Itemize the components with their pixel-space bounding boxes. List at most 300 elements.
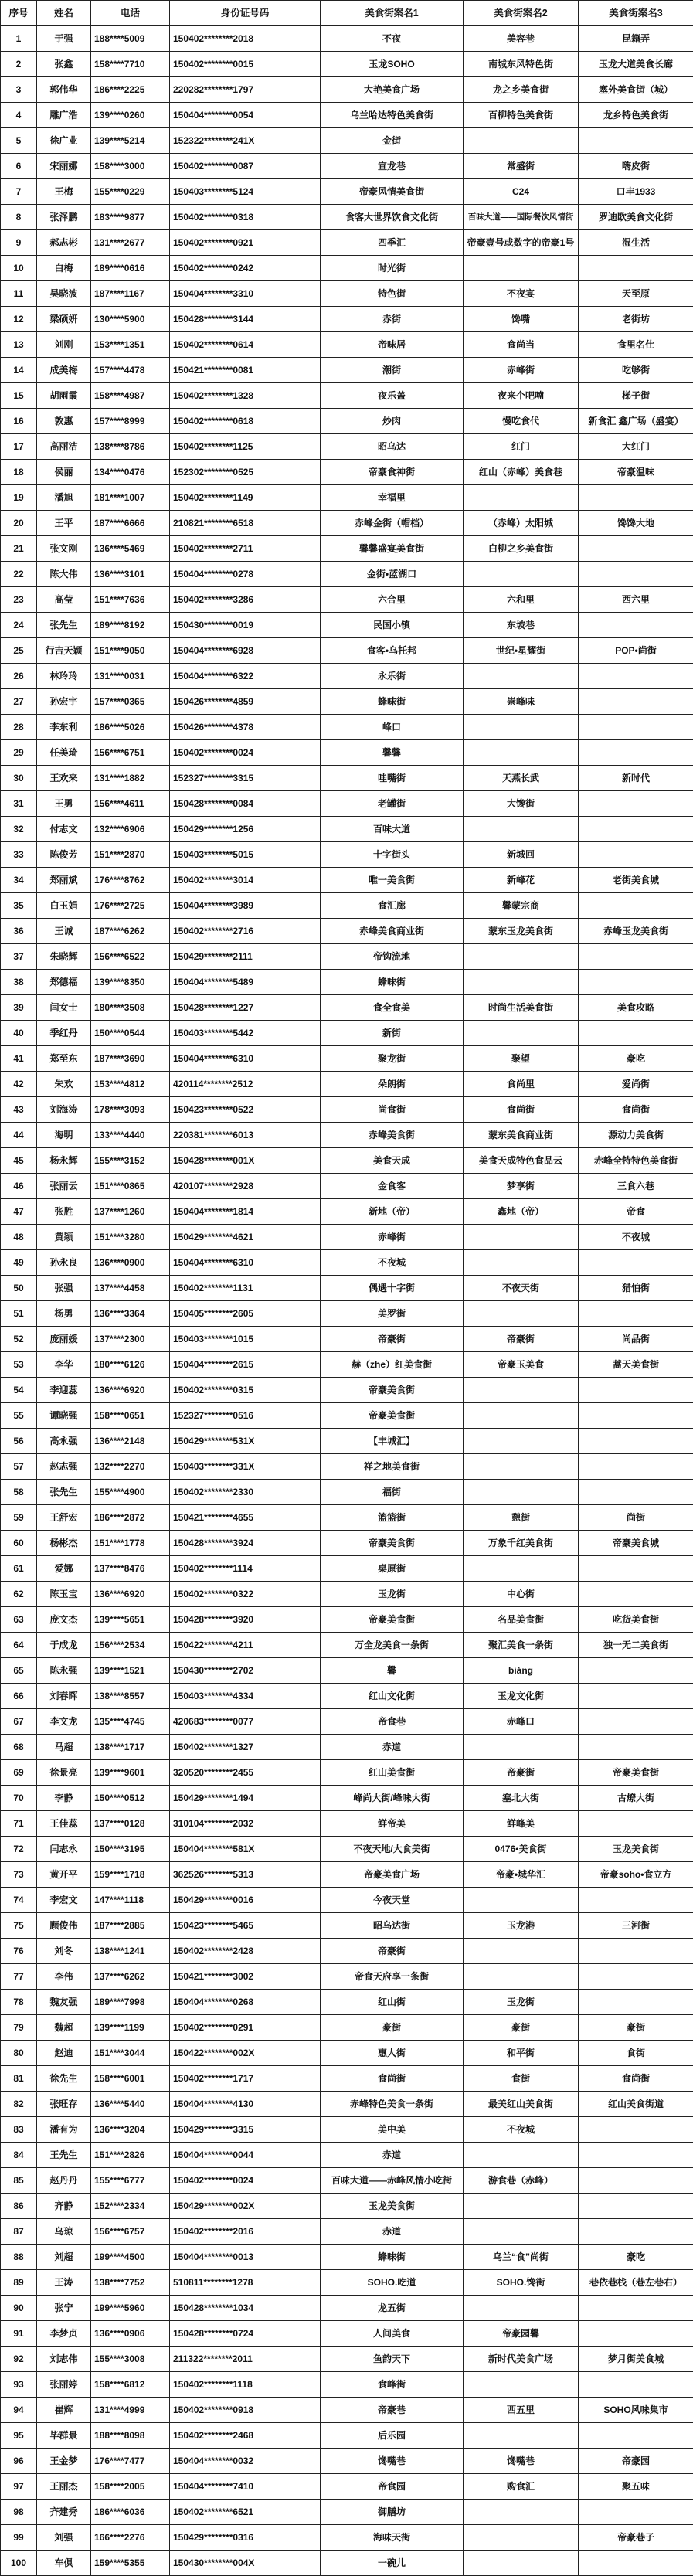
cell-venue-name-2: 崇峰味 — [464, 689, 579, 715]
cell-name: 魏超 — [37, 2015, 91, 2041]
cell-venue-name-3 — [579, 1964, 693, 1990]
cell-venue-name-2: 憩街 — [464, 1505, 579, 1531]
cell-venue-name-2 — [464, 1021, 579, 1046]
cell-phone: 136****0900 — [91, 1250, 170, 1276]
table-row — [1, 995, 693, 1021]
cell-name: 张先生 — [37, 613, 91, 638]
cell-index: 42 — [1, 1072, 37, 1097]
cell-name: 王先生 — [37, 2143, 91, 2168]
cell-phone: 187****6262 — [91, 919, 170, 944]
cell-venue-name-2 — [464, 1250, 579, 1276]
cell-venue-name-2: 鑫地（帝） — [464, 1199, 579, 1225]
table-row — [1, 740, 693, 766]
cell-index: 51 — [1, 1301, 37, 1327]
cell-venue-name-1: 帝味居 — [321, 332, 464, 358]
cell-name: 任美琦 — [37, 740, 91, 766]
cell-phone: 155****3008 — [91, 2347, 170, 2372]
cell-venue-name-3 — [579, 664, 693, 689]
cell-venue-name-2: 赤峰口 — [464, 1709, 579, 1735]
cell-venue-name-2: 美容巷 — [464, 26, 579, 52]
cell-venue-name-3 — [579, 2168, 693, 2194]
cell-venue-name-2 — [464, 715, 579, 740]
cell-venue-name-1: 乌兰哈达特色美食街 — [321, 103, 464, 128]
cell-phone: 158****6812 — [91, 2372, 170, 2398]
cell-venue-name-1: 赤峰美食商业街 — [321, 919, 464, 944]
table-row — [1, 1072, 693, 1097]
cell-venue-name-3 — [579, 2423, 693, 2449]
cell-name: 刘超 — [37, 2245, 91, 2270]
cell-venue-name-3: 帝豪园 — [579, 2449, 693, 2474]
cell-venue-name-1: 特色街 — [321, 281, 464, 307]
cell-id-number: 150426********4859 — [170, 689, 321, 715]
cell-id-number: 150402********2018 — [170, 26, 321, 52]
table-row — [1, 562, 693, 587]
cell-index: 90 — [1, 2296, 37, 2321]
cell-index: 63 — [1, 1607, 37, 1633]
table-row — [1, 2525, 693, 2551]
cell-id-number: 150404********1814 — [170, 1199, 321, 1225]
cell-name: 徐景亮 — [37, 1760, 91, 1786]
cell-name: 胡雨霞 — [37, 383, 91, 409]
cell-index: 66 — [1, 1684, 37, 1709]
cell-venue-name-2: 世纪•星耀街 — [464, 638, 579, 664]
cell-venue-name-2: 蒙东玉龙美食街 — [464, 919, 579, 944]
cell-index: 92 — [1, 2347, 37, 2372]
cell-index: 17 — [1, 434, 37, 460]
cell-index: 53 — [1, 1352, 37, 1378]
table-row — [1, 2321, 693, 2347]
cell-venue-name-3: 口丰1933 — [579, 179, 693, 205]
cell-phone: 137****2300 — [91, 1327, 170, 1352]
cell-name: 成美梅 — [37, 358, 91, 383]
cell-venue-name-3 — [579, 1888, 693, 1913]
cell-index: 18 — [1, 460, 37, 485]
cell-name: 张旺存 — [37, 2092, 91, 2117]
cell-id-number: 150402********1131 — [170, 1276, 321, 1301]
table-row — [1, 2092, 693, 2117]
cell-venue-name-1: 不夜 — [321, 26, 464, 52]
cell-venue-name-3 — [579, 562, 693, 587]
cell-venue-name-2: 豪街 — [464, 2015, 579, 2041]
cell-name: 张强 — [37, 1276, 91, 1301]
cell-venue-name-3 — [579, 1250, 693, 1276]
cell-index: 36 — [1, 919, 37, 944]
table-row — [1, 868, 693, 893]
cell-venue-name-2: 塞北大街 — [464, 1786, 579, 1811]
cell-venue-name-2: 时尚生活美食街 — [464, 995, 579, 1021]
table-row — [1, 1327, 693, 1352]
cell-phone: 159****5355 — [91, 2551, 170, 2576]
cell-venue-name-2: 不夜城 — [464, 2117, 579, 2143]
cell-index: 39 — [1, 995, 37, 1021]
cell-venue-name-3: 豪吃 — [579, 1046, 693, 1072]
table-row — [1, 1837, 693, 1862]
cell-id-number: 150403********331X — [170, 1454, 321, 1480]
cell-venue-name-3: 老街坊 — [579, 307, 693, 332]
cell-id-number: 150402********0618 — [170, 409, 321, 434]
cell-venue-name-3: 新时代 — [579, 766, 693, 791]
cell-name: 车俱 — [37, 2551, 91, 2576]
table-row — [1, 2372, 693, 2398]
cell-venue-name-2: 鲜峰美 — [464, 1811, 579, 1837]
cell-venue-name-1: 百味大道 — [321, 817, 464, 842]
cell-phone: 156****4611 — [91, 791, 170, 817]
cell-venue-name-2: 新城回 — [464, 842, 579, 868]
table-row — [1, 664, 693, 689]
cell-index: 43 — [1, 1097, 37, 1123]
table-row — [1, 1250, 693, 1276]
cell-venue-name-2: biáng — [464, 1658, 579, 1684]
cell-phone: 188****8098 — [91, 2423, 170, 2449]
cell-index: 35 — [1, 893, 37, 919]
cell-phone: 136****2148 — [91, 1429, 170, 1454]
cell-name: 爱娜 — [37, 1556, 91, 1582]
table-row — [1, 2423, 693, 2449]
table-row — [1, 1607, 693, 1633]
cell-name: 王丽杰 — [37, 2474, 91, 2500]
cell-venue-name-3: 吃货美食街 — [579, 1607, 693, 1633]
table-row — [1, 1760, 693, 1786]
cell-venue-name-3 — [579, 1990, 693, 2015]
cell-venue-name-2 — [464, 2551, 579, 2576]
cell-id-number: 150429********2111 — [170, 944, 321, 970]
cell-id-number: 150402********2428 — [170, 1939, 321, 1964]
cell-id-number: 150402********2016 — [170, 2219, 321, 2245]
cell-venue-name-1: 峰口 — [321, 715, 464, 740]
cell-venue-name-2 — [464, 2525, 579, 2551]
table-row — [1, 2474, 693, 2500]
table-row — [1, 536, 693, 562]
cell-phone: 139****9601 — [91, 1760, 170, 1786]
cell-venue-name-1: 蜂味街 — [321, 689, 464, 715]
cell-phone: 136****3364 — [91, 1301, 170, 1327]
table-row — [1, 1021, 693, 1046]
cell-index: 57 — [1, 1454, 37, 1480]
cell-venue-name-2 — [464, 1964, 579, 1990]
cell-name: 高永强 — [37, 1429, 91, 1454]
cell-id-number: 150421********0081 — [170, 358, 321, 383]
table-row — [1, 1174, 693, 1199]
cell-venue-name-2 — [464, 1301, 579, 1327]
cell-venue-name-2 — [464, 1225, 579, 1250]
cell-venue-name-1: 百味大道——赤峰风情小吃街 — [321, 2168, 464, 2194]
cell-venue-name-1: 赤峰特色美食一条街 — [321, 2092, 464, 2117]
cell-venue-name-3 — [579, 791, 693, 817]
cell-venue-name-3 — [579, 1301, 693, 1327]
cell-phone: 199****5960 — [91, 2296, 170, 2321]
cell-venue-name-3: 豪街 — [579, 2015, 693, 2041]
cell-index: 29 — [1, 740, 37, 766]
cell-index: 99 — [1, 2525, 37, 2551]
header-venue-name-1: 美食街案名1 — [321, 1, 464, 26]
table-row — [1, 1531, 693, 1556]
cell-phone: 136****6920 — [91, 1582, 170, 1607]
cell-venue-name-2: 玉龙港 — [464, 1913, 579, 1939]
cell-venue-name-1: 鱼韵天下 — [321, 2347, 464, 2372]
cell-index: 4 — [1, 103, 37, 128]
cell-index: 38 — [1, 970, 37, 995]
cell-id-number: 150404********3989 — [170, 893, 321, 919]
header-venue-name-2: 美食街案名2 — [464, 1, 579, 26]
cell-venue-name-1: 大艳美食广场 — [321, 77, 464, 103]
cell-venue-name-2: 蒙东美食商业街 — [464, 1123, 579, 1148]
cell-id-number: 362526********5313 — [170, 1862, 321, 1888]
cell-venue-name-1: 帝豪巷 — [321, 2398, 464, 2423]
cell-name: 张泽鹏 — [37, 205, 91, 230]
cell-venue-name-2: 龙之乡美食街 — [464, 77, 579, 103]
cell-id-number: 150402********1327 — [170, 1735, 321, 1760]
cell-id-number: 150402********0918 — [170, 2398, 321, 2423]
cell-id-number: 220282********1797 — [170, 77, 321, 103]
cell-venue-name-2 — [464, 1403, 579, 1429]
cell-venue-name-3: 玉龙美食街 — [579, 1837, 693, 1862]
table-row — [1, 944, 693, 970]
cell-phone: 186****2225 — [91, 77, 170, 103]
cell-venue-name-3 — [579, 715, 693, 740]
cell-id-number: 150403********4334 — [170, 1684, 321, 1709]
cell-venue-name-2: 馋嘴巷 — [464, 2449, 579, 2474]
cell-name: 张丽云 — [37, 1174, 91, 1199]
cell-venue-name-3: 龙乡特色美食街 — [579, 103, 693, 128]
cell-index: 46 — [1, 1174, 37, 1199]
cell-id-number: 150404********0278 — [170, 562, 321, 587]
cell-venue-name-2: 白柳之乡美食街 — [464, 536, 579, 562]
table-row — [1, 817, 693, 842]
table-row — [1, 179, 693, 205]
cell-venue-name-1: 帝食园 — [321, 2474, 464, 2500]
table-row — [1, 1913, 693, 1939]
table-row — [1, 409, 693, 434]
cell-id-number: 150402********1328 — [170, 383, 321, 409]
cell-venue-name-2: 馋嘴 — [464, 307, 579, 332]
cell-index: 96 — [1, 2449, 37, 2474]
cell-index: 24 — [1, 613, 37, 638]
cell-venue-name-1: 帝豪美食街 — [321, 1607, 464, 1633]
cell-venue-name-1: 食全食美 — [321, 995, 464, 1021]
cell-index: 31 — [1, 791, 37, 817]
cell-venue-name-2 — [464, 1378, 579, 1403]
table-row — [1, 613, 693, 638]
cell-venue-name-3 — [579, 2551, 693, 2576]
cell-venue-name-3: 赤峰玉龙美食街 — [579, 919, 693, 944]
table-row — [1, 1786, 693, 1811]
cell-venue-name-1: 夜乐盖 — [321, 383, 464, 409]
cell-index: 30 — [1, 766, 37, 791]
cell-name: 林玲玲 — [37, 664, 91, 689]
cell-index: 41 — [1, 1046, 37, 1072]
cell-venue-name-1: 美中美 — [321, 2117, 464, 2143]
cell-venue-name-2: 聚望 — [464, 1046, 579, 1072]
cell-index: 81 — [1, 2066, 37, 2092]
cell-venue-name-3: 西六里 — [579, 587, 693, 613]
cell-venue-name-1: 新街 — [321, 1021, 464, 1046]
cell-venue-name-3: 三河街 — [579, 1913, 693, 1939]
cell-name: 海明 — [37, 1123, 91, 1148]
cell-id-number: 150404********6310 — [170, 1250, 321, 1276]
cell-name: 于成龙 — [37, 1633, 91, 1658]
cell-venue-name-3 — [579, 842, 693, 868]
cell-venue-name-2: 食尚街 — [464, 1097, 579, 1123]
cell-index: 44 — [1, 1123, 37, 1148]
table-row — [1, 26, 693, 52]
cell-phone: 186****6036 — [91, 2500, 170, 2525]
cell-index: 26 — [1, 664, 37, 689]
cell-venue-name-3 — [579, 2296, 693, 2321]
cell-venue-name-2: 0476•美食街 — [464, 1837, 579, 1862]
cell-id-number: 152322********241X — [170, 128, 321, 154]
cell-id-number: 420683********0077 — [170, 1709, 321, 1735]
cell-name: 刘海涛 — [37, 1097, 91, 1123]
cell-venue-name-1: 昭乌达街 — [321, 1913, 464, 1939]
cell-name: 齐建秀 — [37, 2500, 91, 2525]
cell-phone: 151****3280 — [91, 1225, 170, 1250]
cell-index: 16 — [1, 409, 37, 434]
cell-phone: 156****6757 — [91, 2219, 170, 2245]
cell-index: 60 — [1, 1531, 37, 1556]
cell-phone: 132****2270 — [91, 1454, 170, 1480]
cell-venue-name-2: 最美红山美食街 — [464, 2092, 579, 2117]
cell-name: 王佳蕊 — [37, 1811, 91, 1837]
cell-name: 李伟 — [37, 1964, 91, 1990]
cell-phone: 159****1718 — [91, 1862, 170, 1888]
cell-name: 王梅 — [37, 179, 91, 205]
cell-phone: 180****3508 — [91, 995, 170, 1021]
table-row — [1, 1046, 693, 1072]
cell-index: 56 — [1, 1429, 37, 1454]
cell-id-number: 211322********2011 — [170, 2347, 321, 2372]
cell-phone: 130****5900 — [91, 307, 170, 332]
cell-index: 91 — [1, 2321, 37, 2347]
cell-venue-name-2: 帝豪玉美食 — [464, 1352, 579, 1378]
table-row — [1, 1378, 693, 1403]
table-row — [1, 893, 693, 919]
cell-venue-name-1: 新地（帝） — [321, 1199, 464, 1225]
cell-phone: 151****1778 — [91, 1531, 170, 1556]
cell-venue-name-3: 新食汇 鑫广场（盛宴） — [579, 409, 693, 434]
cell-venue-name-1: 御膳坊 — [321, 2500, 464, 2525]
table-row — [1, 1684, 693, 1709]
cell-venue-name-3 — [579, 1939, 693, 1964]
table-row — [1, 791, 693, 817]
cell-venue-name-2: 玉龙街 — [464, 1990, 579, 2015]
cell-id-number: 510811********1278 — [170, 2270, 321, 2296]
cell-venue-name-1: 聚龙街 — [321, 1046, 464, 1072]
cell-id-number: 150429********3315 — [170, 2117, 321, 2143]
cell-index: 32 — [1, 817, 37, 842]
cell-name: 闫志永 — [37, 1837, 91, 1862]
cell-venue-name-3 — [579, 1429, 693, 1454]
cell-id-number: 150429********4621 — [170, 1225, 321, 1250]
cell-index: 72 — [1, 1837, 37, 1862]
table-row — [1, 2245, 693, 2270]
cell-index: 7 — [1, 179, 37, 205]
cell-venue-name-1: 民国小镇 — [321, 613, 464, 638]
cell-name: 杨永辉 — [37, 1148, 91, 1174]
cell-name: 李东利 — [37, 715, 91, 740]
cell-id-number: 150403********5442 — [170, 1021, 321, 1046]
cell-index: 84 — [1, 2143, 37, 2168]
cell-venue-name-3 — [579, 2194, 693, 2219]
cell-venue-name-3: 三食六巷 — [579, 1174, 693, 1199]
table-row — [1, 1148, 693, 1174]
cell-venue-name-3 — [579, 536, 693, 562]
cell-id-number: 310104********2032 — [170, 1811, 321, 1837]
cell-venue-name-3 — [579, 1378, 693, 1403]
cell-venue-name-1: 美食天成 — [321, 1148, 464, 1174]
cell-name: 乌琼 — [37, 2219, 91, 2245]
cell-name: 潘旭 — [37, 485, 91, 511]
table-row — [1, 511, 693, 536]
cell-venue-name-2: 帝豪街 — [464, 1760, 579, 1786]
cell-phone: 136****5440 — [91, 2092, 170, 2117]
cell-venue-name-3: 赤峰全特特色美食街 — [579, 1148, 693, 1174]
cell-id-number: 150402********0024 — [170, 2168, 321, 2194]
cell-venue-name-3: 天至原 — [579, 281, 693, 307]
table-row — [1, 1862, 693, 1888]
cell-venue-name-2: 百味大道——国际餐饮风情街 — [464, 205, 579, 230]
cell-id-number: 150404********0044 — [170, 2143, 321, 2168]
cell-id-number: 150428********3144 — [170, 307, 321, 332]
cell-id-number: 150405********2605 — [170, 1301, 321, 1327]
cell-name: 王勇 — [37, 791, 91, 817]
cell-id-number: 150402********0322 — [170, 1582, 321, 1607]
cell-venue-name-1: 金街 — [321, 128, 464, 154]
cell-name: 徐广业 — [37, 128, 91, 154]
cell-id-number: 150430********0019 — [170, 613, 321, 638]
cell-id-number: 150404********0013 — [170, 2245, 321, 2270]
cell-venue-name-1: 惠人街 — [321, 2041, 464, 2066]
cell-venue-name-1: 玉龙街 — [321, 1582, 464, 1607]
cell-venue-name-3: 帝豪巷子 — [579, 2525, 693, 2551]
cell-venue-name-1: 食峰街 — [321, 2372, 464, 2398]
cell-venue-name-2 — [464, 1556, 579, 1582]
cell-venue-name-3: 食里名仕 — [579, 332, 693, 358]
cell-index: 6 — [1, 154, 37, 179]
cell-id-number: 150402********2468 — [170, 2423, 321, 2449]
cell-venue-name-3: 爱尚街 — [579, 1072, 693, 1097]
cell-phone: 155****0229 — [91, 179, 170, 205]
cell-venue-name-3: 老街美食城 — [579, 868, 693, 893]
cell-index: 47 — [1, 1199, 37, 1225]
cell-id-number: 150402********0315 — [170, 1378, 321, 1403]
cell-phone: 131****1882 — [91, 766, 170, 791]
cell-name: 潘有为 — [37, 2117, 91, 2143]
cell-venue-name-1: 玉龙美食街 — [321, 2194, 464, 2219]
cell-venue-name-1: 帝豪街 — [321, 1939, 464, 1964]
cell-venue-name-3: 梯子街 — [579, 383, 693, 409]
cell-id-number: 150402********1717 — [170, 2066, 321, 2092]
cell-venue-name-2 — [464, 2143, 579, 2168]
cell-venue-name-3: 塞外美食街（城） — [579, 77, 693, 103]
cell-index: 88 — [1, 2245, 37, 2270]
cell-phone: 152****2334 — [91, 2194, 170, 2219]
cell-id-number: 150402********0291 — [170, 2015, 321, 2041]
cell-name: 李宏文 — [37, 1888, 91, 1913]
cell-venue-name-3: 蒿天美食街 — [579, 1352, 693, 1378]
cell-phone: 138****8557 — [91, 1684, 170, 1709]
cell-phone: 153****4812 — [91, 1072, 170, 1097]
cell-venue-name-3: 不夜城 — [579, 1225, 693, 1250]
table-row — [1, 1990, 693, 2015]
cell-id-number: 150404********5489 — [170, 970, 321, 995]
cell-venue-name-3 — [579, 1811, 693, 1837]
cell-index: 85 — [1, 2168, 37, 2194]
cell-name: 高莹 — [37, 587, 91, 613]
cell-id-number: 150402********6521 — [170, 2500, 321, 2525]
cell-venue-name-1: 鲜帝美 — [321, 1811, 464, 1837]
cell-id-number: 150430********004X — [170, 2551, 321, 2576]
cell-venue-name-1: 赤街 — [321, 307, 464, 332]
